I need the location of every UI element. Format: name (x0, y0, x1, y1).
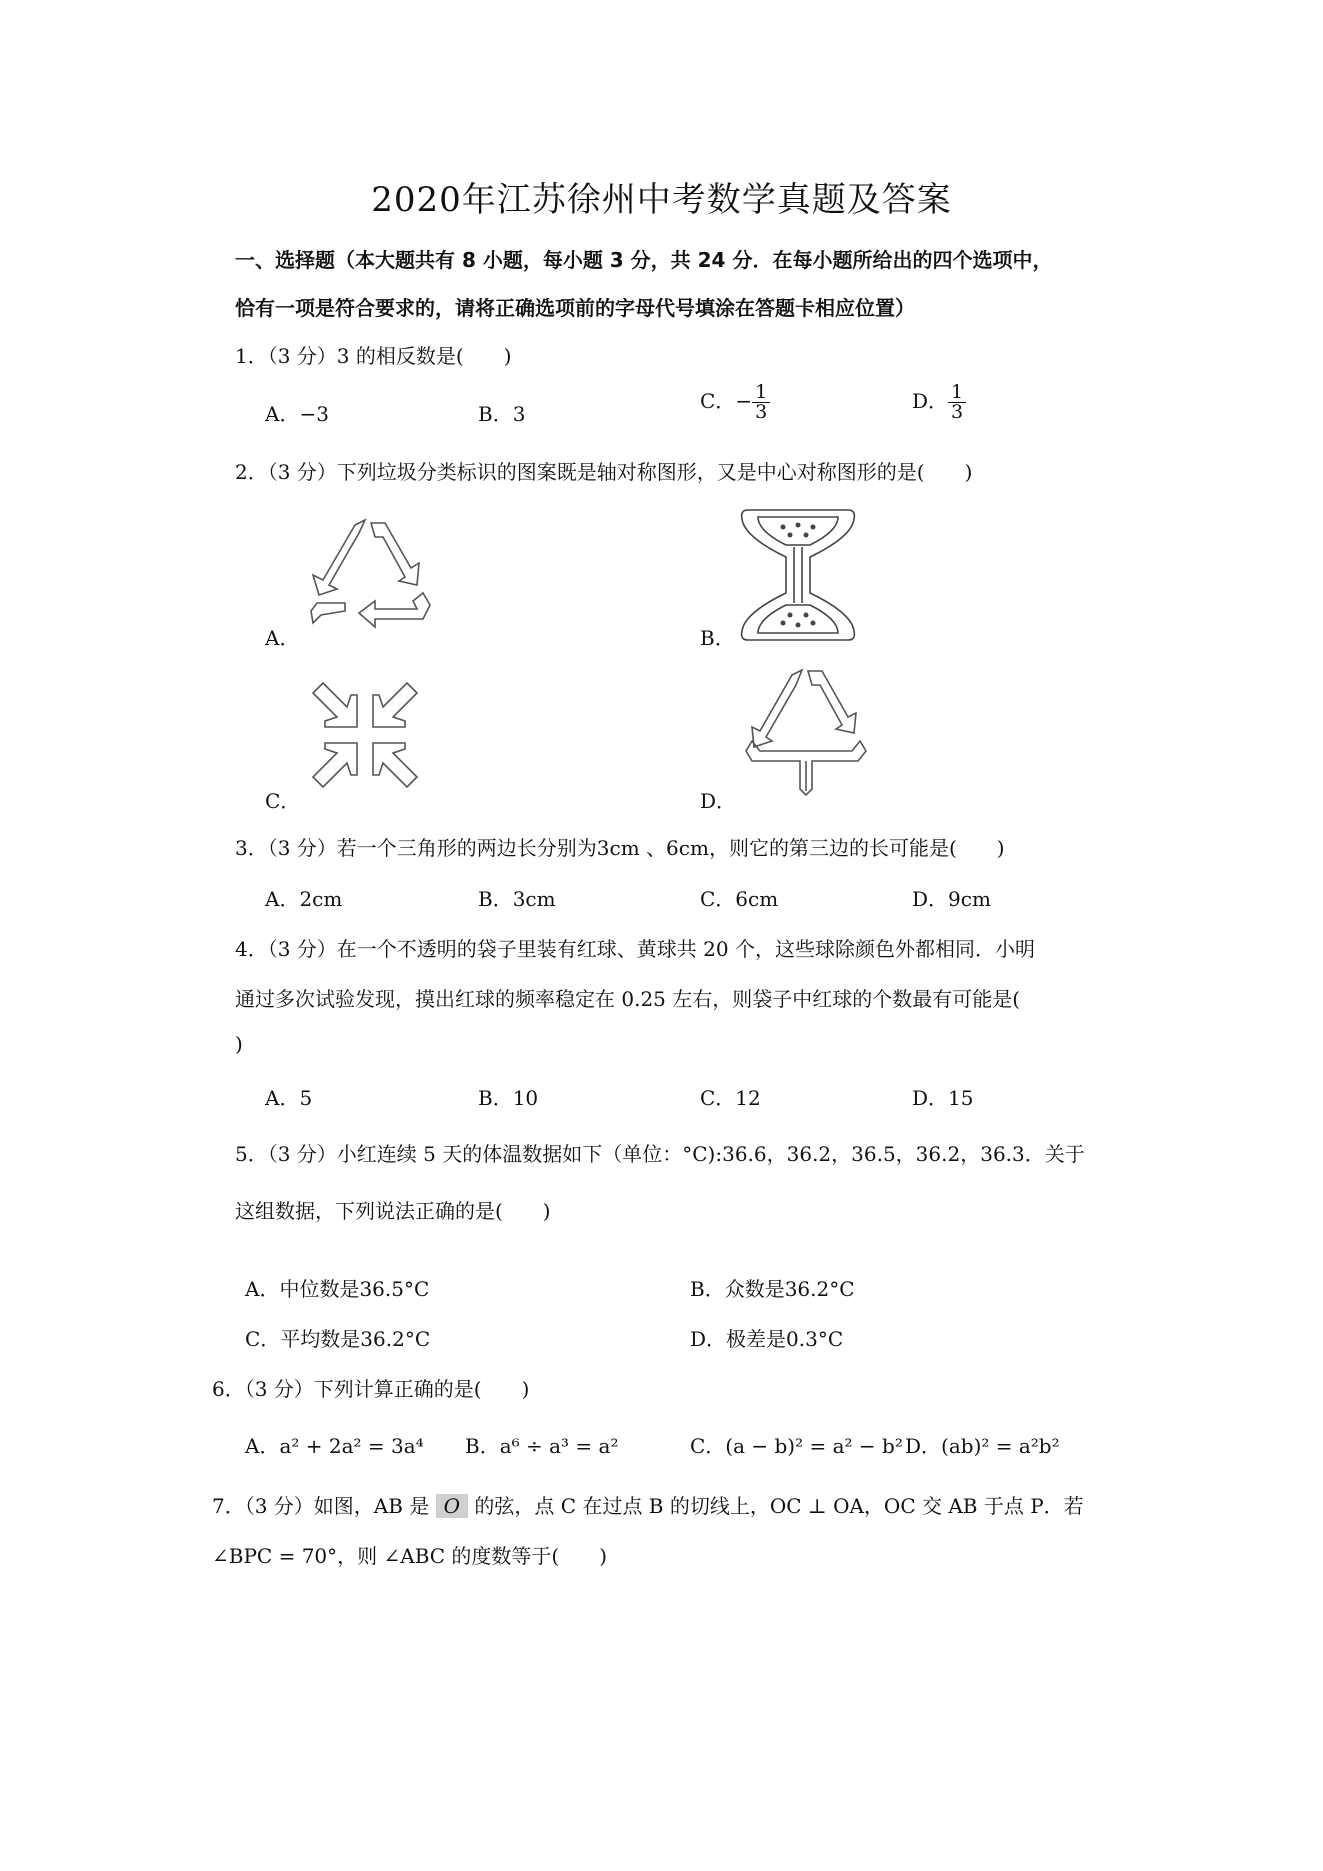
figure-b-hourglass (738, 505, 858, 645)
question-5-line1: 5．（3 分）小红连续 5 天的体温数据如下（单位：°C):36.6，36.2，36.5，36.2，36.3．关于 (235, 1142, 1085, 1166)
question-3-option-b: B．3cm (478, 887, 556, 911)
option-c-label: C． (700, 389, 736, 413)
question-3-option-d: D．9cm (912, 887, 991, 911)
question-1-stem: 1．（3 分）3 的相反数是( ) (235, 344, 512, 368)
question-4-option-d: D．15 (912, 1086, 974, 1110)
option-d-fraction (948, 383, 966, 422)
question-6-option-d: D．(ab)² = a²b² (905, 1434, 1060, 1458)
question-1-option-c (700, 383, 770, 422)
question-2-stem: 2．（3 分）下列垃圾分类标识的图案既是轴对称图形，又是中心对称图形的是( ) (235, 460, 973, 484)
question-1-option-b: B．3 (478, 402, 526, 426)
figure-d-recycle-arrow (740, 665, 870, 800)
question-2-option-d: D． (700, 789, 737, 813)
question-6-stem: 6．（3 分）下列计算正确的是( ) (212, 1377, 530, 1401)
option-d-denominator: 3 (951, 401, 964, 423)
question-7-line1 (212, 1490, 1084, 1519)
question-3-option-a: A．2cm (265, 887, 343, 911)
question-4-line3: ) (235, 1032, 243, 1056)
figure-a-recycle-triangle (305, 515, 435, 635)
option-c-sign: − (735, 389, 753, 413)
question-2-option-a: A． (265, 626, 300, 650)
question-1-option-a: A．−3 (265, 402, 329, 426)
question-6-option-a: A．a² + 2a² = 3a⁴ (245, 1434, 424, 1458)
question-2-option-c: C． (265, 789, 301, 813)
question-4-option-b: B．10 (478, 1086, 539, 1110)
page-title: 2020年江苏徐州中考数学真题及答案 (371, 180, 952, 220)
question-3-stem: 3．（3 分）若一个三角形的两边长分别为3cm 、6cm，则它的第三边的长可能是( ) (235, 836, 1005, 860)
question-1-option-d (912, 383, 966, 422)
option-d-label: D． (912, 389, 949, 413)
figure-c-inward-arrows (305, 675, 425, 795)
question-3-option-c: C．6cm (700, 887, 779, 911)
option-c-numerator: 1 (752, 383, 770, 403)
question-6-option-b: B．a⁶ ÷ a³ = a² (465, 1434, 619, 1458)
question-7-post: 的弦，点 C 在过点 B 的切线上，OC ⊥ OA，OC 交 AB 于点 P．若 (468, 1494, 1084, 1518)
section-header-line2: 恰有一项是符合要求的，请将正确选项前的字母代号填涂在答题卡相应位置） (235, 296, 915, 320)
question-6-option-c: C．(a − b)² = a² − b² (690, 1434, 903, 1458)
question-5-line2: 这组数据，下列说法正确的是( ) (235, 1199, 551, 1223)
question-7-line2: ∠BPC = 70°，则 ∠ABC 的度数等于( ) (212, 1544, 608, 1568)
question-5-option-b: B．众数是36.2°C (690, 1277, 855, 1301)
question-4-option-a: A．5 (265, 1086, 313, 1110)
option-c-denominator: 3 (755, 401, 768, 423)
question-4-line1: 4．（3 分）在一个不透明的袋子里装有红球、黄球共 20 个，这些球除颜色外都相同．小明 (235, 937, 1035, 961)
circle-symbol: O (436, 1494, 468, 1518)
section-header-line1: 一、选择题（本大题共有 8 小题，每小题 3 分，共 24 分．在每小题所给出的四个选项中， (235, 248, 1053, 272)
question-2-option-b: B． (700, 626, 735, 650)
question-5-option-d: D．极差是0.3°C (690, 1327, 844, 1351)
question-4-option-c: C．12 (700, 1086, 761, 1110)
option-d-numerator: 1 (948, 383, 966, 403)
question-5-option-c: C．平均数是36.2°C (245, 1327, 431, 1351)
option-c-fraction (752, 383, 770, 422)
question-5-option-a: A．中位数是36.5°C (245, 1277, 430, 1301)
question-7-pre: 7．（3 分）如图，AB 是 (212, 1494, 436, 1518)
question-4-line2: 通过多次试验发现，摸出红球的频率稳定在 0.25 左右，则袋子中红球的个数最有可能是( (235, 987, 1021, 1011)
